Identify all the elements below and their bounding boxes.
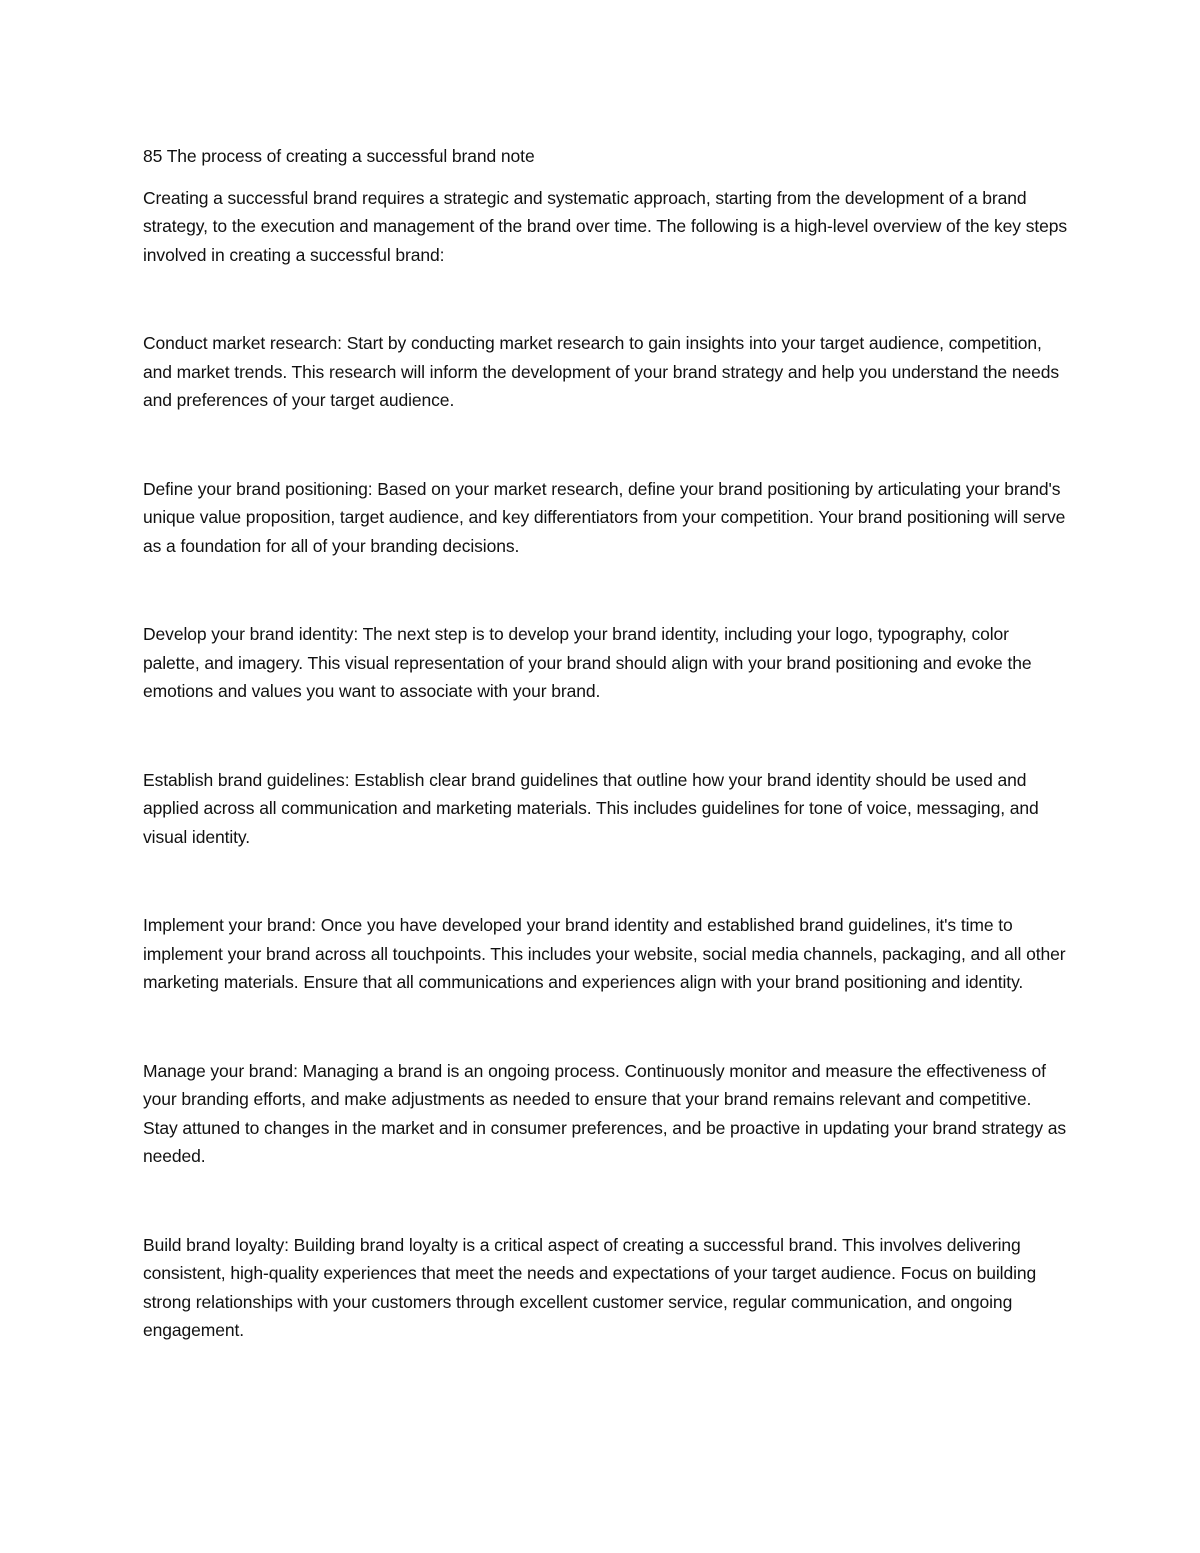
step-body: Once you have developed your brand identity and established brand guidelines, it's time to implement your brand across all touchpoints. This includes your website, social media channels, packaging, and all other marketing materials. Ensure that all communications and experiences align with your brand positioning and identity.	[143, 915, 1066, 992]
step-heading: Define your brand positioning:	[143, 478, 373, 499]
step-body: The next step is to develop your brand identity, including your logo, typography, color palette, and imagery. This visual representation of your brand should align with your brand positioning and evoke the emotions and values you want to associate with your brand.	[143, 624, 1032, 701]
step-heading: Build brand loyalty:	[143, 1234, 289, 1255]
step-paragraph-brand-positioning	[143, 475, 1068, 561]
step-paragraph-brand-loyalty	[143, 1231, 1068, 1345]
step-paragraph-manage-brand	[143, 1057, 1068, 1171]
step-body: Managing a brand is an ongoing process. Continuously monitor and measure the effectiveness of your branding efforts, and make adjustments as needed to ensure that your brand remains relevant and competitive. Stay attuned to changes in the market and in consumer preferences, and be proactive in updating your brand strategy as needed.	[143, 1060, 1067, 1166]
step-heading: Develop your brand identity:	[143, 624, 359, 644]
step-paragraph-implement-brand	[143, 911, 1068, 997]
step-heading: Establish brand guidelines:	[143, 769, 350, 790]
step-heading: Conduct market research:	[143, 333, 342, 353]
step-heading: Implement your brand:	[143, 915, 316, 935]
step-body: Based on your market research, define your brand positioning by articulating your brand's unique value proposition, target audience, and key differentiators from your competition. Your brand positioning will serve as a foundation for all of your branding decisions.	[143, 478, 1066, 556]
document-title: 85 The process of creating a successful brand note	[143, 146, 535, 166]
step-paragraph-brand-guidelines	[143, 766, 1068, 852]
step-body: Building brand loyalty is a critical aspect of creating a successful brand. This involves delivering consistent, high-quality experiences that meet the needs and expectations of your target audience. Focus on building strong relationships with your customers through excellent customer service, regular communication, and ongoing engagement.	[143, 1234, 1037, 1340]
step-body: Start by conducting market research to gain insights into your target audience, competition, and market trends. This research will inform the development of your brand strategy and help you understand the needs and preferences of your target audience.	[143, 333, 1060, 410]
document-content	[143, 142, 1068, 1345]
step-heading: Manage your brand:	[143, 1060, 298, 1081]
intro-paragraph: Creating a successful brand requires a strategic and systematic approach, starting from the development of a brand strategy, to the execution and management of the brand over time. The following is a high-level overview of the key steps involved in creating a successful brand:	[143, 187, 1068, 265]
step-body: Establish clear brand guidelines that outline how your brand identity should be used and applied across all communication and marketing materials. This includes guidelines for tone of voice, messaging, and visual identity.	[143, 769, 1039, 847]
step-paragraph-brand-identity	[143, 620, 1068, 706]
step-paragraph-market-research	[143, 329, 1068, 415]
